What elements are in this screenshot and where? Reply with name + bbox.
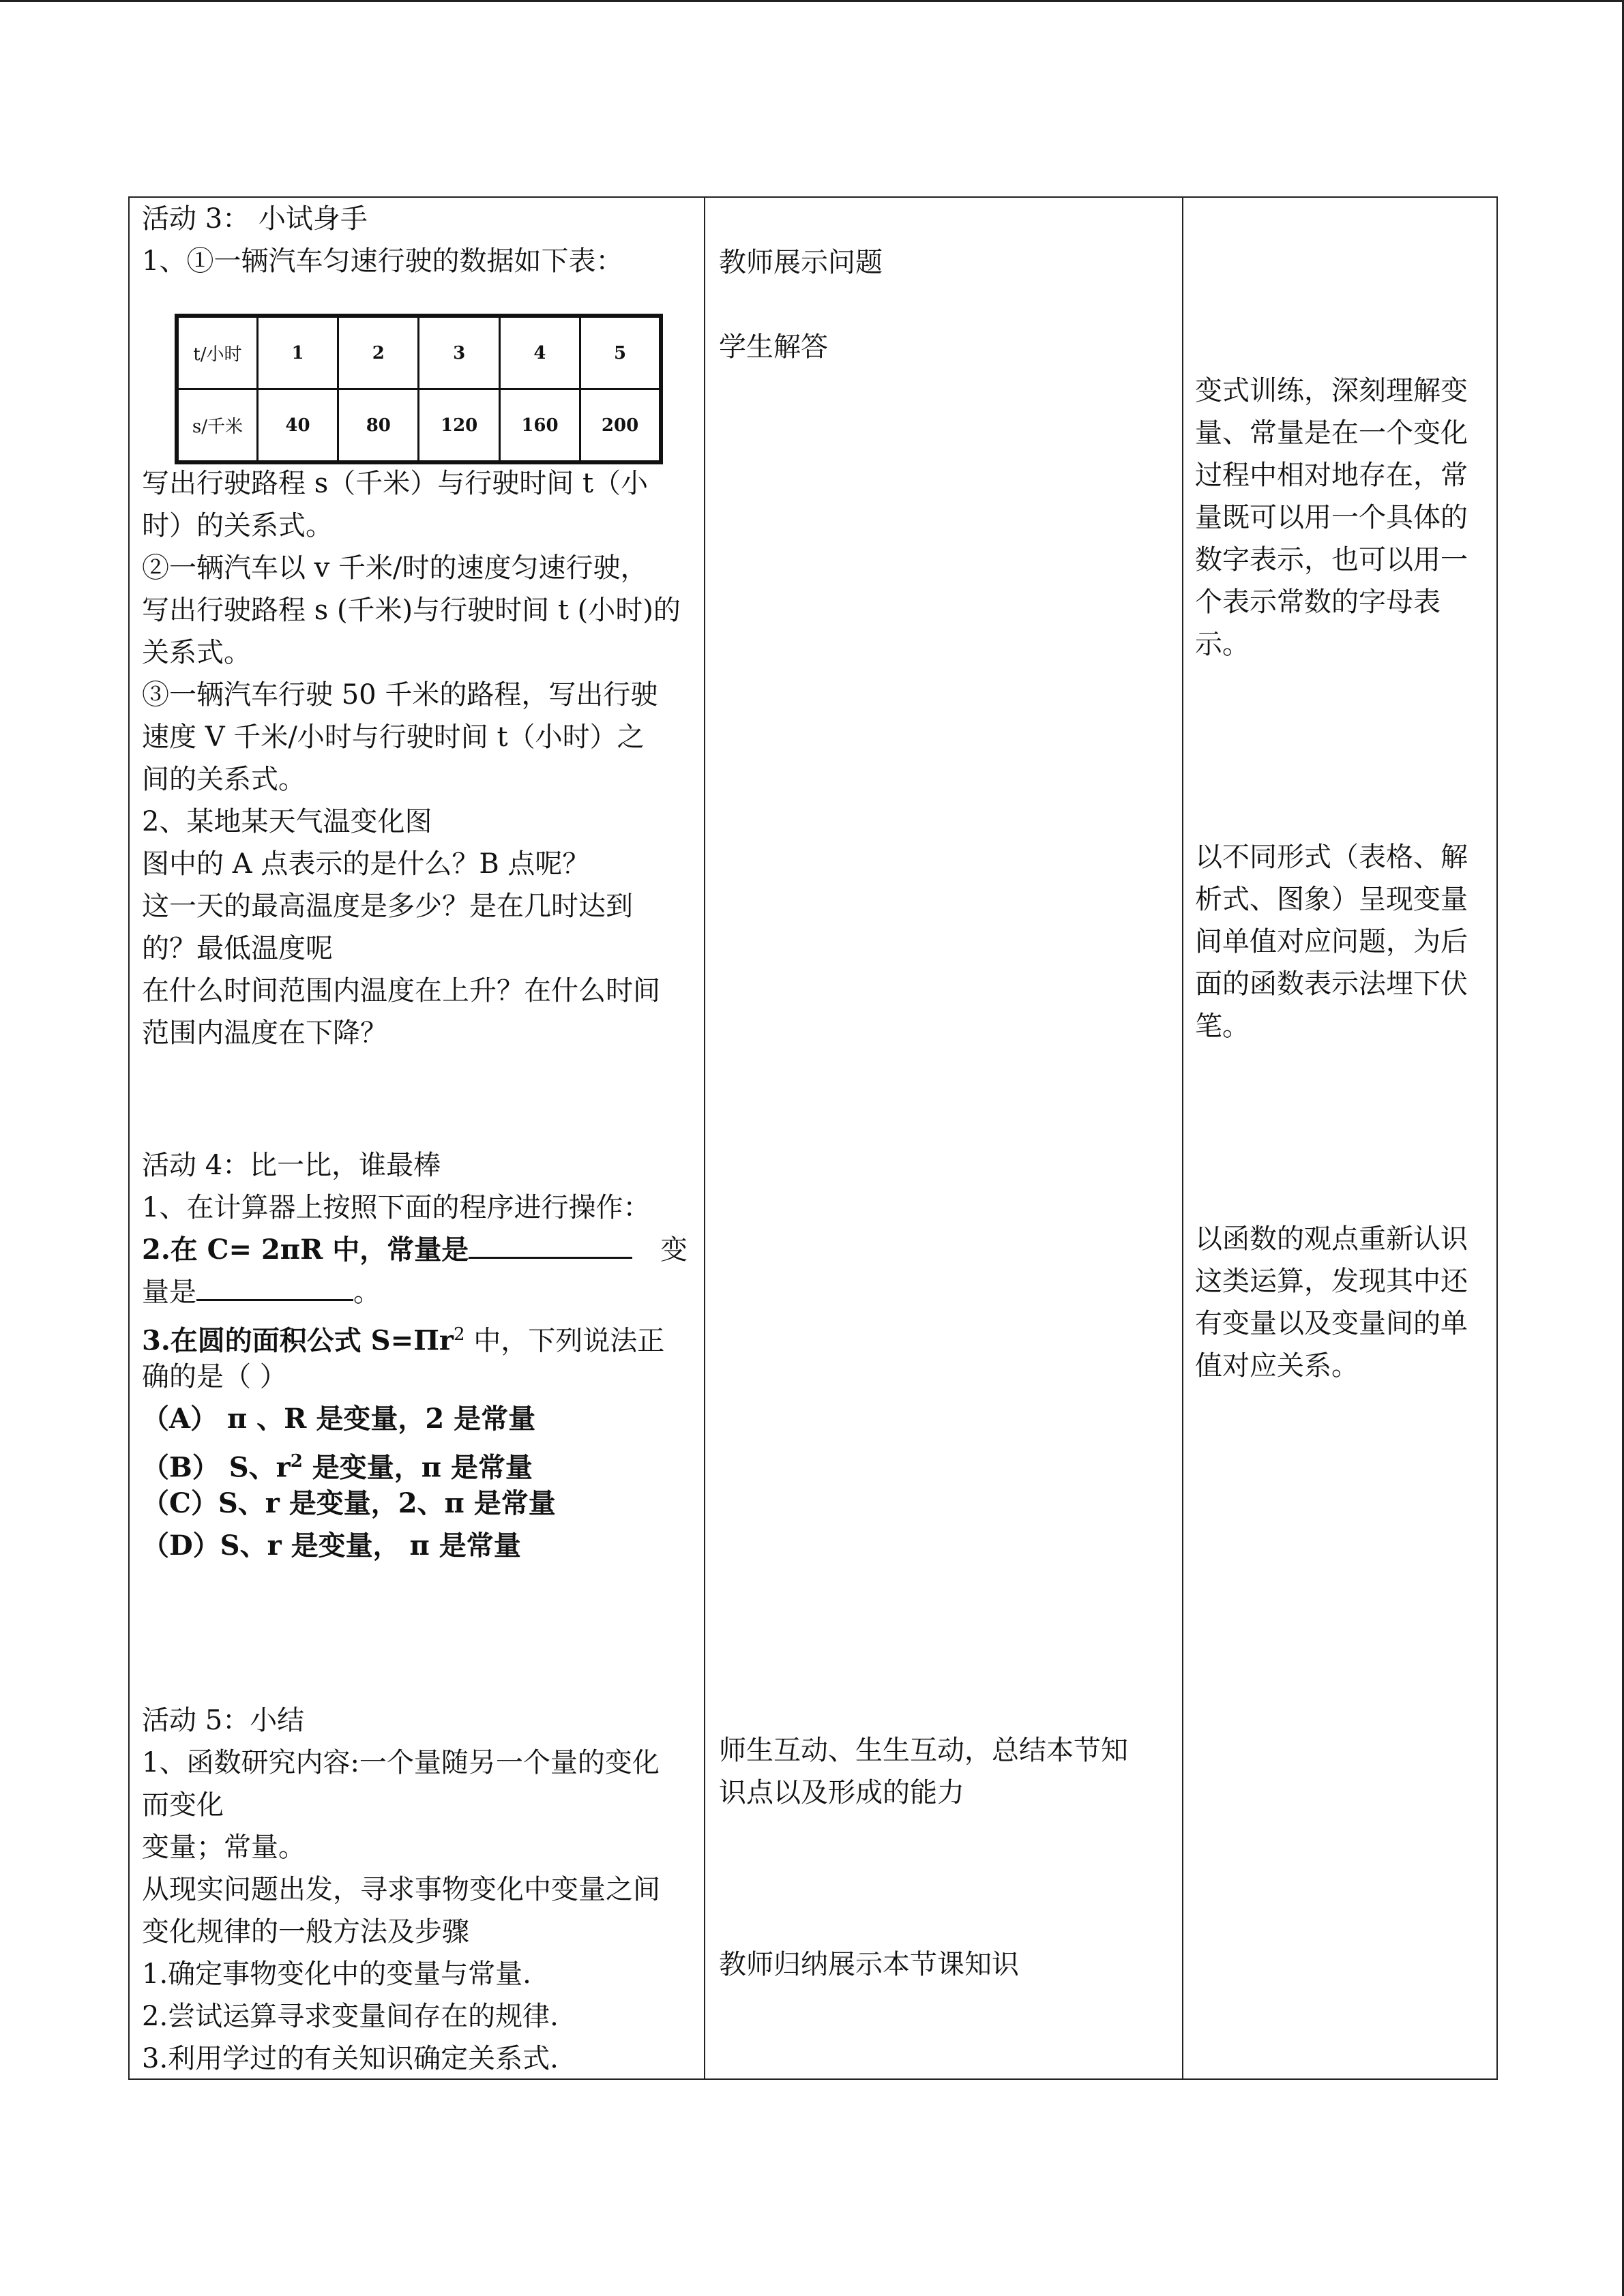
table-cell: 3 xyxy=(419,316,499,389)
note2-line: 以不同形式（表格、解 xyxy=(1195,841,1468,873)
activity5-line: 1、函数研究内容:一个量随另一个量的变化 xyxy=(142,1747,660,1778)
table-cell: 40 xyxy=(257,389,338,463)
option-b xyxy=(142,1440,533,1489)
table-cell: 2 xyxy=(338,316,419,389)
column-divider-1 xyxy=(704,198,705,2078)
note2-line: 笔。 xyxy=(1195,1011,1250,1042)
activity3-line: ③一辆汽车行驶 50 千米的路程，写出行驶 xyxy=(142,679,658,711)
activity4-q3-line2: 确的是（ ） xyxy=(142,1361,287,1392)
option-b-text: （B） S、r xyxy=(142,1451,291,1484)
activity5-line: 3.利用学过的有关知识确定关系式. xyxy=(142,2043,559,2074)
activity5-line: 2.尝试运算寻求变量间存在的规律. xyxy=(142,2001,559,2032)
activity3-line: 写出行驶路程 s（千米）与行驶时间 t（小 xyxy=(142,468,649,499)
note1-line: 量、常量是在一个变化 xyxy=(1195,417,1468,449)
activity5-title: 活动 5：小结 xyxy=(142,1705,305,1736)
option-a: （A） π 、R 是变量，2 是常量 xyxy=(142,1403,536,1435)
speed-data-table xyxy=(175,314,663,464)
answer-blank-variable xyxy=(196,1272,353,1301)
teacher-show-question: 教师展示问题 xyxy=(719,247,883,278)
interaction-line: 识点以及形成的能力 xyxy=(719,1777,964,1808)
table-cell: t/小时 xyxy=(177,316,257,389)
activity3-line: 图中的 A 点表示的是什么？B 点呢？ xyxy=(142,848,590,880)
column-divider-2 xyxy=(1182,198,1183,2078)
note2-line: 面的函数表示法埋下伏 xyxy=(1195,968,1468,1000)
activity3-line: 关系式。 xyxy=(142,637,251,668)
activity5-line: 变量；常量。 xyxy=(142,1832,306,1863)
note2-line: 间单值对应问题，为后 xyxy=(1195,926,1468,957)
q2-period: 。 xyxy=(353,1277,381,1308)
activity3-line: 范围内温度在下降？ xyxy=(142,1017,387,1049)
activity3-line: ②一辆汽车以 v 千米/时的速度匀速行驶， xyxy=(142,552,648,584)
note1-line: 数字表示，也可以用一 xyxy=(1195,544,1468,576)
activity5-line: 变化规律的一般方法及步骤 xyxy=(142,1916,469,1948)
activity3-line: 时）的关系式。 xyxy=(142,510,333,541)
activity3-q1-intro: 1、①一辆汽车匀速行驶的数据如下表： xyxy=(142,245,623,277)
option-b-superscript: 2 xyxy=(290,1451,303,1472)
activity3-line: 速度 V 千米/小时与行驶时间 t（小时）之 xyxy=(142,721,645,753)
table-cell: 160 xyxy=(499,389,580,463)
option-c: （C）S、r 是变量，2、π 是常量 xyxy=(142,1487,556,1519)
activity4-q2-variable-label: 变 xyxy=(660,1234,688,1266)
activity5-line: 1.确定事物变化中的变量与常量. xyxy=(142,1958,531,1990)
teacher-summary: 教师归纳展示本节课知识 xyxy=(719,1949,1019,1980)
activity3-line: 这一天的最高温度是多少？是在几时达到 xyxy=(142,891,633,922)
note3-line: 以函数的观点重新认识 xyxy=(1195,1223,1468,1255)
option-b-text: 是变量，π 是常量 xyxy=(302,1451,533,1484)
activity4-q2 xyxy=(142,1229,632,1271)
table-row-distance xyxy=(177,389,661,463)
note1-line: 量既可以用一个具体的 xyxy=(1195,502,1468,533)
table-cell: s/千米 xyxy=(177,389,257,463)
activity5-line: 而变化 xyxy=(142,1789,224,1821)
note3-line: 值对应关系。 xyxy=(1195,1350,1359,1382)
q2-text: 2.在 C= 2πR 中，常量是 xyxy=(142,1234,469,1266)
interaction-line: 师生互动、生生互动，总结本节知 xyxy=(719,1735,1128,1766)
q2-text: 量是 xyxy=(142,1277,196,1308)
activity4-title: 活动 4：比一比，谁最棒 xyxy=(142,1150,441,1181)
activity4-q3 xyxy=(142,1313,664,1362)
student-answer: 学生解答 xyxy=(719,331,828,363)
table-cell: 5 xyxy=(580,316,661,389)
activity3-line: 的？最低温度呢 xyxy=(142,933,333,964)
activity3-line: 在什么时间范围内温度在上升？在什么时间 xyxy=(142,975,660,1007)
activity3-line: 间的关系式。 xyxy=(142,764,306,795)
activity3-line: 写出行驶路程 s (千米)与行驶时间 t (小时)的 xyxy=(142,595,681,626)
answer-blank-constant xyxy=(469,1229,632,1259)
note1-line: 变式训练，深刻理解变 xyxy=(1195,375,1468,406)
note1-line: 过程中相对地存在，常 xyxy=(1195,460,1468,491)
activity4-q2-line2 xyxy=(142,1271,381,1313)
q3-text: 中，下列说法正 xyxy=(464,1325,665,1357)
activity3-line: 2、某地某天气温变化图 xyxy=(142,806,432,837)
table-cell: 4 xyxy=(499,316,580,389)
activity5-line: 从现实问题出发，寻求事物变化中变量之间 xyxy=(142,1874,660,1905)
table-cell: 200 xyxy=(580,389,661,463)
note3-line: 这类运算，发现其中还 xyxy=(1195,1266,1468,1297)
note1-line: 个表示常数的字母表 xyxy=(1195,586,1441,618)
note1-line: 示。 xyxy=(1195,629,1250,660)
table-cell: 120 xyxy=(419,389,499,463)
table-row-time xyxy=(177,316,661,389)
activity3-title: 活动 3： 小试身手 xyxy=(142,203,368,235)
page-edge-top xyxy=(0,0,1624,2)
q3-text: 3.在圆的面积公式 S=Πr xyxy=(142,1324,454,1357)
table-cell: 1 xyxy=(257,316,338,389)
note2-line: 析式、图象）呈现变量 xyxy=(1195,884,1468,915)
note3-line: 有变量以及变量间的单 xyxy=(1195,1308,1468,1339)
q3-superscript: 2 xyxy=(453,1324,465,1345)
table-cell: 80 xyxy=(338,389,419,463)
option-d: （D）S、r 是变量， π 是常量 xyxy=(142,1530,521,1562)
activity4-q1: 1、在计算器上按照下面的程序进行操作： xyxy=(142,1192,651,1223)
